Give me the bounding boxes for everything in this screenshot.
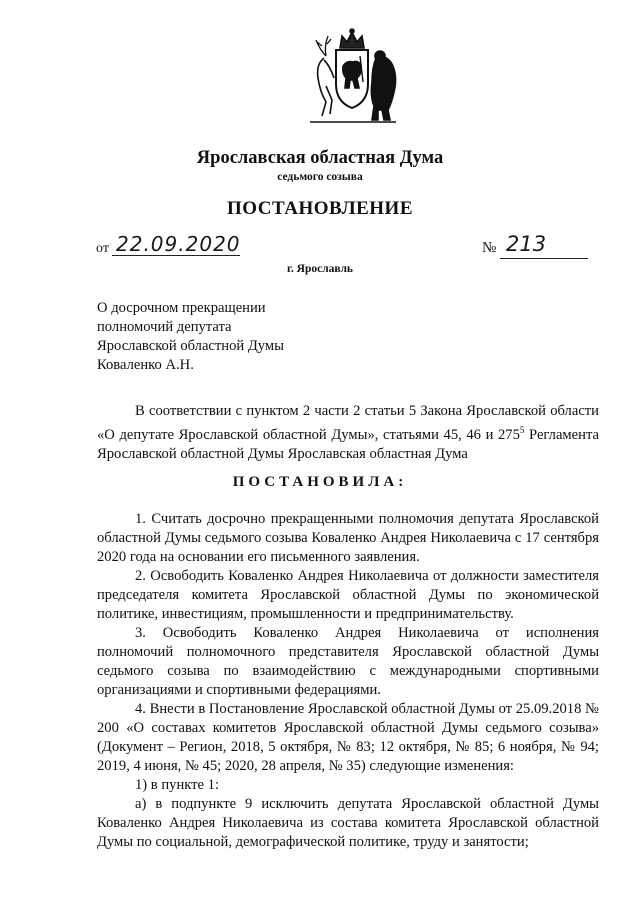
resolution-paragraph: 1. Считать досрочно прекращенными полномочия депутата Ярославской областной Думы седьмого созыва Коваленко Андрея Николаевича с 17 сентября 2020 года на основании его письменного заявления. (97, 511, 599, 565)
number-prefix: № (482, 240, 497, 256)
subject-line: Ярославской областной Думы (97, 338, 284, 354)
date-prefix: от (96, 241, 109, 256)
resolution-body (97, 510, 599, 852)
resolution-paragraph: 3. Освободить Коваленко Андрея Николаевича от исполнения полномочий полномочного представителя Ярославской областной Думы седьмого созыва по взаимодействию с международными спортивными организациями и спортивными федерациями. (97, 625, 599, 698)
subject-line: О досрочном прекращении (97, 300, 266, 316)
handwritten-date: 22.09.2020 (116, 232, 241, 256)
resolution-paragraph: а) в подпункте 9 исключить депутата Ярославской областной Думы Коваленко Андрея Николаевича из состава комитета Ярославской областной Думы по социальной, демографической политике, труду и занятости; (97, 796, 599, 850)
resolution-paragraph: 1) в пункте 1: (135, 777, 220, 793)
decision-heading: ПОСТАНОВИЛА: (232, 474, 408, 490)
coat-of-arms-emblem (296, 26, 408, 126)
resolution-paragraph: 2. Освободить Коваленко Андрея Николаевича от должности заместителя председателя комитета Ярославской областной Думы по экономической политике, инвестициям, промышленности и предпринимательству. (97, 568, 599, 622)
preamble-paragraph (97, 402, 599, 464)
subject-block (97, 299, 284, 375)
preamble-superscript: 5 (519, 425, 525, 435)
document-type-heading: ПОСТАНОВЛЕНИЕ (226, 198, 414, 219)
subject-line: Коваленко А.Н. (97, 357, 194, 373)
convocation-label: седьмого созыва (277, 171, 363, 183)
city-label: г. Ярославль (286, 263, 354, 275)
date-underline (112, 255, 240, 256)
preamble (97, 402, 599, 464)
preamble-text-end: Регламента Ярославской областной Думы Ярославская областная Дума (97, 426, 599, 462)
resolution-paragraph: 4. Внести в Постановление Ярославской областной Думы от 25.09.2018 № 200 «О составах комитетов Ярославской областной Думы седьмого созыва» (Документ – Регион, 2018, 5 октября, № 83; 12 октября, № 85; 6 ноября, № 94; 2019, 4 июня, № 45; 2020, 28 апреля, № 35) следующие изменения: (97, 701, 599, 774)
preamble-text: В соответствии с пунктом 2 части 2 статьи 5 Закона Ярославской области «О депутате Ярославской областной Думы», статьями 45, 46 и 275 (97, 403, 599, 443)
handwritten-number: 213 (506, 232, 547, 256)
subject-line: полномочий депутата (97, 319, 232, 335)
org-title: Ярославская областная Дума (196, 148, 444, 168)
number-underline (500, 258, 588, 259)
